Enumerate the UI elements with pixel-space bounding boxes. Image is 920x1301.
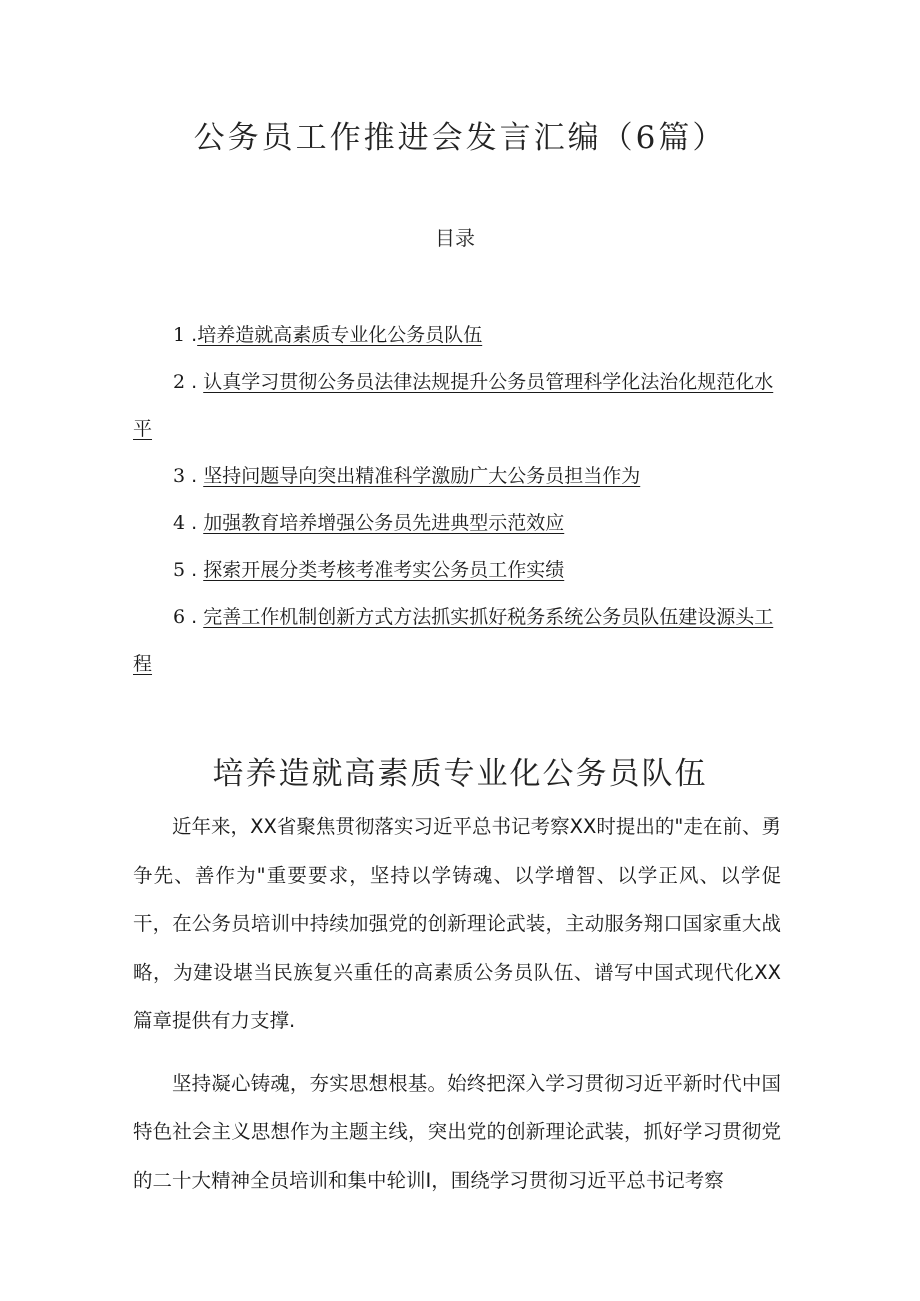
toc-heading: 目录 <box>435 226 475 250</box>
toc-item-separator: . <box>185 324 198 346</box>
toc-item-separator: . <box>185 512 204 534</box>
toc-link-1[interactable]: 培养造就高素质专业化公务员队伍 <box>197 324 483 346</box>
toc-item-number: 3 <box>173 465 186 487</box>
toc-link-4[interactable]: 加强教育培养增强公务员先进典型示范效应 <box>203 512 565 534</box>
body-paragraph-2: 坚持凝心铸魂，夯实思想根基。始终把深入学习贯彻习近平新时代中国特色社会主义思想作为主题主线，突出党的创新理论武装，抓好学习贯彻党的二十大精神全员培训和集中轮训I，围绕学习贯彻习近平总书记考察 <box>133 1071 781 1192</box>
toc-item-6 <box>133 594 783 688</box>
toc-link-2[interactable]: 认真学习贯彻公务员法律法规提升公务员管理科学化法治化规范化水平 <box>133 371 774 440</box>
toc-item-separator: . <box>185 465 204 487</box>
toc-item-4 <box>133 500 783 547</box>
toc-item-3 <box>133 453 783 500</box>
toc-item-number: 4 <box>173 512 186 534</box>
body-paragraph-1: 近年来，XX省聚焦贯彻落实习近平总书记考察XX时提出的"走在前、勇争先、善作为"重要要求，坚持以学铸魂、以学增智、以学正风、以学促干，在公务员培训中持续加强党的创新理论武装，主动服务翔口国家重大战略，为建设堪当民族复兴重任的高素质公务员队伍、谱写中国式现代化XX篇章提供有力支撑. <box>133 815 781 1032</box>
toc-item-1 <box>133 312 783 359</box>
document-title: 公务员工作推进会发言汇编（6篇） <box>193 120 727 156</box>
section-title: 培养造就高素质专业化公务员队伍 <box>212 756 708 792</box>
body-text <box>133 803 781 1205</box>
toc-item-number: 1 <box>173 324 186 346</box>
toc-item-separator: . <box>185 371 204 393</box>
toc-item-number: 5 <box>173 559 186 581</box>
toc-item-separator: . <box>185 606 204 628</box>
table-of-contents <box>133 312 783 688</box>
toc-link-6[interactable]: 完善工作机制创新方式方法抓实抓好税务系统公务员队伍建设源头工程 <box>133 606 774 675</box>
toc-item-5 <box>133 547 783 594</box>
toc-item-number: 6 <box>173 606 186 628</box>
toc-link-3[interactable]: 坚持问题导向突出精准科学激励广大公务员担当作为 <box>203 465 641 487</box>
toc-item-number: 2 <box>173 371 186 393</box>
toc-link-5[interactable]: 探索开展分类考核考准考实公务员工作实绩 <box>203 559 565 581</box>
toc-item-2 <box>133 359 783 453</box>
toc-item-separator: . <box>185 559 204 581</box>
